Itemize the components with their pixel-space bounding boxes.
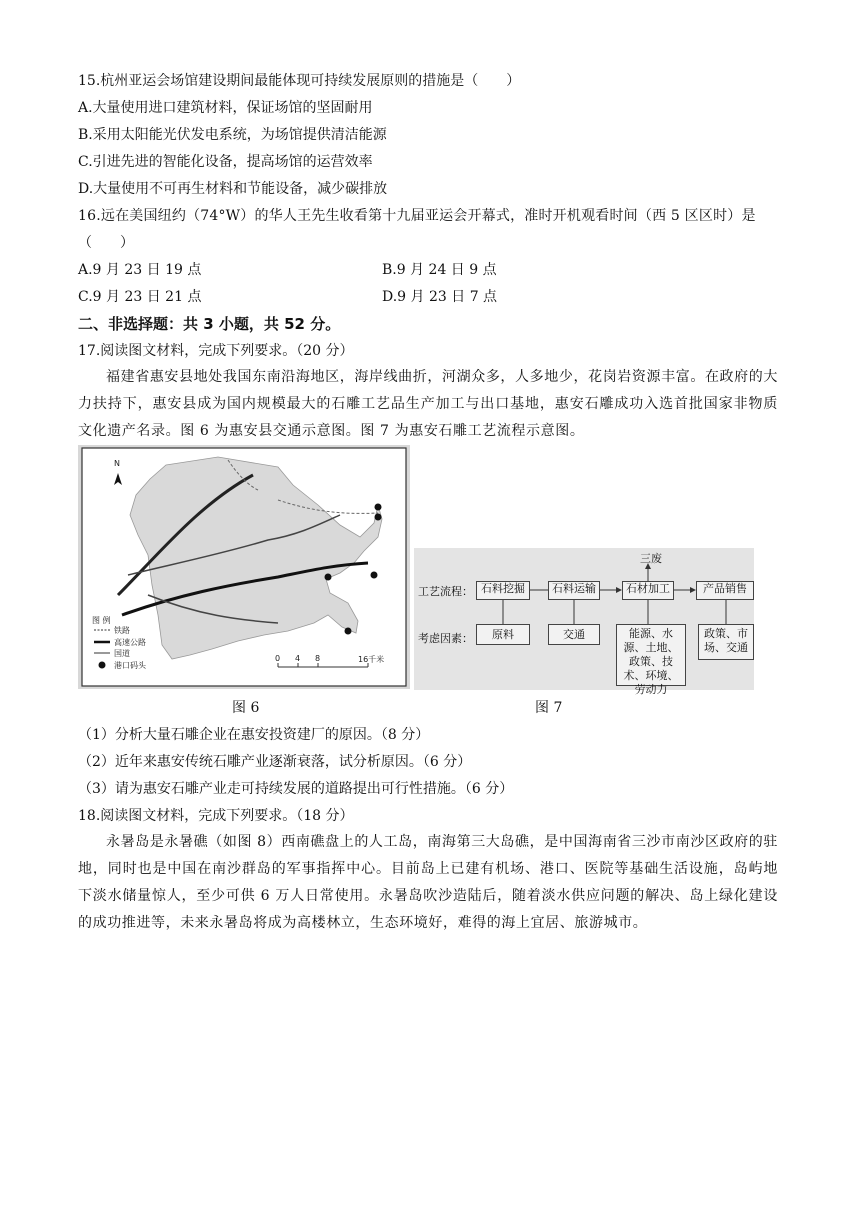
q15-option-b: B.采用太阳能光伏发电系统，为场馆提供清洁能源 — [78, 127, 387, 143]
step-sales: 产品销售 — [696, 581, 754, 600]
factor-raw-material: 原料 — [476, 624, 530, 645]
north-arrow-label: N — [114, 459, 120, 468]
section-heading: 二、非选择题：共 3 小题，共 52 分。 — [78, 315, 341, 333]
q17-material: 福建省惠安县地处我国东南沿海地区，海岸线曲折，河湖众多，人多地少，花岗岩资源丰富。在政府的大力扶持下，惠安县成为国内规模最大的石雕工艺品生产加工与出口基地，惠安石雕成功入选首批国家非物质文化遗产名录。图 6 为惠安县交通示意图。图 7 为惠安石雕工艺流程示意图。 — [78, 369, 778, 439]
legend-national-road: 国道 — [114, 649, 130, 658]
q16-option-c: C.9 月 23 日 21 点 — [78, 289, 202, 305]
flow-arrows — [414, 548, 754, 690]
legend-port: 港口码头 — [114, 661, 146, 670]
q16-option-b: B.9 月 24 日 9 点 — [382, 262, 497, 278]
legend-title: 图 例 — [92, 616, 111, 625]
q17-sub1: （1）分析大量石雕企业在惠安投资建厂的原因。（8 分） — [78, 727, 430, 743]
q16-stem: 16.远在美国纽约（74°W）的华人王先生收看第十九届亚运会开幕式，准时开机观看时间（西 5 区区时）是 — [78, 208, 756, 224]
q16-option-a: A.9 月 23 日 19 点 — [78, 262, 202, 278]
factor-processing: 能源、水源、土地、政策、技术、环境、劳动力 — [616, 624, 686, 686]
figure-7-flowchart — [414, 548, 754, 696]
factor-row-label: 考虑因素： — [418, 632, 473, 645]
figure-6-caption: 图 6 — [232, 700, 260, 716]
scale-8: 8 — [315, 654, 321, 663]
q15-option-d: D.大量使用不可再生材料和节能设备，减少碳排放 — [78, 181, 388, 197]
figure-7-caption: 图 7 — [535, 700, 563, 716]
step-quarrying: 石料挖掘 — [476, 581, 530, 600]
q18-stem: 18.阅读图文材料，完成下列要求。（18 分） — [78, 808, 354, 824]
q17-sub3: （3）请为惠安石雕产业走可持续发展的道路提出可行性措施。（6 分） — [78, 781, 514, 797]
step-transport: 石料运输 — [548, 581, 600, 600]
q16-option-d: D.9 月 23 日 7 点 — [382, 289, 498, 305]
figure-6-map — [78, 445, 410, 689]
q18-material: 永暑岛是永暑礁（如图 8）西南礁盘上的人工岛，南海第三大岛礁，是中国海南省三沙市南沙区政府的驻地，同时也是中国在南沙群岛的军事指挥中心。目前岛上已建有机场、港口、医院等基础生活设施，岛屿地下淡水储量惊人，至少可供 6 万人日常使用。永暑岛吹沙造陆后，随着淡水供应问题的解决、岛上绿化建设的成功推进等，未来永暑岛将成为高楼林立，生态环境好，难得的海上宜居、旅游城市。 — [78, 834, 778, 931]
process-row-label: 工艺流程： — [418, 585, 473, 598]
scale-16km: 16千米 — [358, 655, 385, 664]
q17-stem: 17.阅读图文材料，完成下列要求。（20 分） — [78, 343, 354, 359]
factor-sales: 政策、市场、交通 — [698, 624, 754, 660]
legend-expressway: 高速公路 — [114, 638, 146, 647]
waste-label: 三废 — [640, 552, 662, 565]
legend-railway: 铁路 — [114, 626, 130, 635]
q15-option-c: C.引进先进的智能化设备，提高场馆的运营效率 — [78, 154, 373, 170]
factor-transport: 交通 — [548, 624, 600, 645]
step-processing: 石材加工 — [622, 581, 674, 600]
q15-stem: 15.杭州亚运会场馆建设期间最能体现可持续发展原则的措施是（ ） — [78, 73, 521, 89]
q17-sub2: （2）近年来惠安传统石雕产业逐渐衰落，试分析原因。（6 分） — [78, 754, 472, 770]
q15-option-a: A.大量使用进口建筑材料，保证场馆的坚固耐用 — [78, 100, 373, 116]
q16-stem-bracket: （ ） — [78, 235, 134, 251]
scale-4: 4 — [295, 654, 301, 663]
scale-0: 0 — [275, 654, 281, 663]
